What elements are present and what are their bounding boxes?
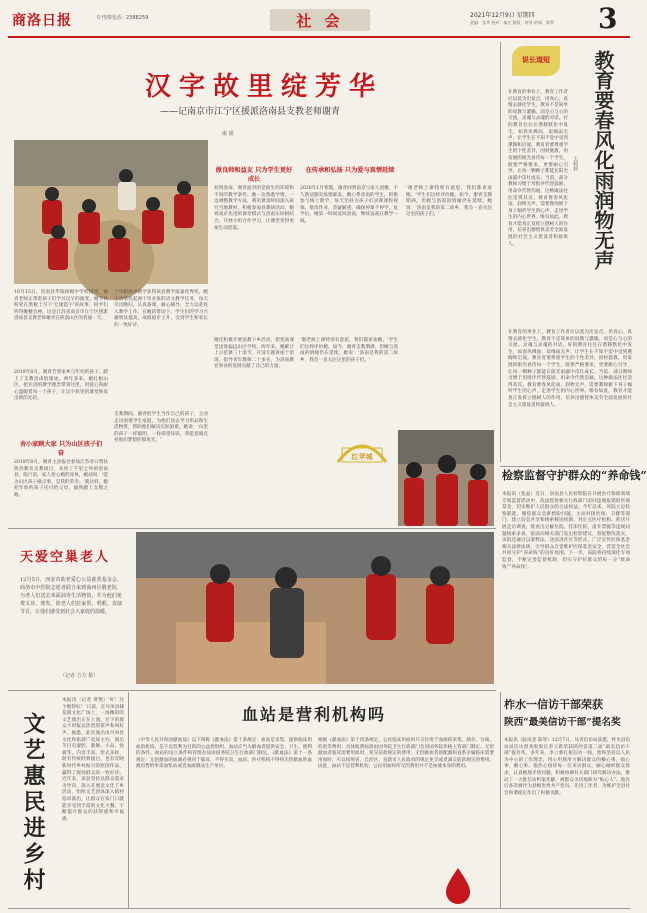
commentary-byline: 王莉莉 <box>572 156 578 171</box>
blood-logo-label: 商洛献血 <box>447 895 468 901</box>
photo-volunteers-drawing <box>136 532 494 684</box>
stamp-seal-label: 红苹城 <box>351 452 373 461</box>
masthead-editors: 责编：张华 校对：秦庄 排版：何琴 审阅：翟利 <box>470 20 554 25</box>
blood-left-rule <box>128 692 129 908</box>
commentary-title: 教育要春风化雨润物无声 <box>591 50 615 270</box>
masthead-rule <box>8 36 630 38</box>
section-title: 社 会 <box>296 12 344 30</box>
lead-col5-text: '谢老师上课特别有意思，我们都喜欢她。'学生们这样评价她。如今，谢青支教期满，但她与洛南的情缘仍在延续，她说：'洛南是我的第二故乡，我会一直关注这里的孩子们。' <box>406 186 492 218</box>
stamp-seal-drawing <box>332 430 392 470</box>
lead-col1-text: 10月15日，洛南县华阳初级中学校园里，谢青老师正带着孩子们学习汉字的演变。她手执粉笔在黑板上写下'仓颉造字'的故事，同学们听得聚精会神。这是江苏省南京市江宁区援派洛南县支教老师谢青在陕南山区的普通一天。 <box>14 290 108 322</box>
page-number: 3 <box>598 2 618 35</box>
lead-col3b-text: 她还积极开展送教下乡活动，把优质课堂送进偏远山区学校。两年来，她累计上示范课三十余节，开设专题讲座十余场，指导青年教师二十多名，为洛南教育事业的发展贡献了自己的力量。 <box>214 338 294 370</box>
elderly-title: 天爱空巢老人 <box>20 550 111 565</box>
blood-text-2: 根据《献血法》第十四条规定，公民临床用血时只交付用于血液的采集、储存、分离、检验等费用；具体收费标准由国务院卫生行政部门会同国务院价格主管部门制定。无偿献血者临床需要用血时，免交前款规定的费用；无偿献血者的配偶和直系亲属临床需要用血时，可以按照省、自治区、直辖市人民政府的规定免交或者减交前款规定的费用。因此，血站不是营利机构，公民用血时所交的费用并不是血液本身的费用。 <box>318 738 494 770</box>
subhead-3: 舍小家顾大家 只为山区孩子们奋 <box>19 441 103 457</box>
proc-title: 检察监督守护群众的“养命钱” <box>502 469 647 482</box>
petition-title-1: 柞水一信访干部荣获 <box>504 698 603 711</box>
lead-col2-text: 宁中职高中教学获得该县教学质量优秀奖，她主动承担起两个毕业班的语文教学任务，每天早出晚归，认真备课，耐心辅导，全力以赴投入教学工作。在她的带动下，学生们的学习兴趣明显提高，成绩稳步上升，受到学生和家长的一致好评。 <box>114 290 208 328</box>
lead-col1c-text: 2019年8月，谢青主动报名参加江苏对口帮扶陕西教育支教项目，来到了千里之外的洛南县。临行前，家人担心她的身体，她却说：'能为山区孩子做点事，是我的荣幸。'就这样，她把年幼的孩子托付给父母，毅然踏上支教之路。 <box>14 460 108 498</box>
lead-col3-text: 初到洛南，谢青面对的是陌生的环境和不同的教学条件。她一边熟悉学情，一边调整教学方法，利用课余时间深入研究当地教材，积极参加县教研活动。她将南京先进的课堂模式与洛南实际相结合，开展小组合作学习，让课堂变得更加生动活泼。 <box>214 186 294 231</box>
commentary-badge-label: 说长道短 <box>522 55 550 64</box>
lower-top-rule <box>8 690 496 691</box>
masthead-date: 2021年12月9日 星期四 <box>470 12 535 19</box>
photo-class-outdoor-drawing <box>14 140 208 284</box>
lead-byline: 康 娟 <box>222 131 234 137</box>
proc-text: 本报讯（张晶）近日，洛南县人民检察院在开展医疗保障领域专项监督活动中，依法督促相关行政部门追回违规报销的医保基金，切实维护人民群众的合法权益。今年以来，该院立足检察职能，聚焦群众急难愁盼问题，主动对接医保、卫健等部门，建立信息共享和线索移送机制，对定点医疗机构、药店开展走访调查，排查出分解住院、挂床住院、虚开票据等违规问题线索多条，依法向相关部门发出检察建议，督促整改落实。该院还通过以案释法、送法进社区等形式，广泛宣传医保基金相关法律法规，引导群众自觉维护医保基金安全，营造全社会共同守护“养命钱”的良好氛围。下一步，该院将持续深化专项监督，不断完善监督机制，切实守护好群众的每一分“救命钱”“养命钱”。 <box>502 492 630 570</box>
photo-teacher-students-drawing <box>398 430 494 526</box>
page-bottom-rule <box>8 908 630 909</box>
petition-text: 本报讯（阮成金 陈琴）12月7日，从省信访局获悉，柞水县信访局信访督查股股长李立新荣获陕西省第二届“最美信访干部”提名奖。多年来，李立新扎根信访一线，始终坚持以人民为中心的工作理念，用心用情用力解决群众的操心事、烦心事、揪心事。他热心接待每一位来访群众，耐心倾听群众诉求，认真梳理矛盾问题，积极协调有关部门研究解决办法，推动了一大批信访积案化解，被群众亲切地称为“贴心人”。他先后多次被评为县级优秀共产党员、先进工作者，为维护全县社会和谐稳定作出了积极贡献。 <box>504 738 630 796</box>
subhead-2: 在传承和弘扬 只为爱与真情延续 <box>305 167 395 174</box>
stamp-seal <box>332 430 392 470</box>
art-title: 文艺惠民进乡村 <box>20 712 46 894</box>
mid-top-rule <box>8 528 496 529</box>
lead-col1b-text: 2019年8月，谢青告别家乡与年幼的孩子，踏上了支教洛南的旅途。两年多来，她扎根山区，把先进的教学理念带到这里，用爱心和耐心温暖着每一个孩子，让汉字故里的课堂焕发出新的光彩。 <box>14 370 108 402</box>
elderly-byline: （记者 方方 摄） <box>60 673 99 679</box>
blood-title: 血站是营利机构吗 <box>241 705 386 724</box>
masthead <box>0 0 638 36</box>
masthead-logo: 商洛日报 <box>12 13 72 29</box>
blood-text: 《中华人民共和国献血法》以下简称《献血法》第十条规定：血站是采集、提供临床用血的机构，是不以营利为目的的公益性组织。血站应当为献血者提供安全、卫生、便利的条件。血站的设立条件和管理办法由国务院卫生行政部门制定。《献血法》第十一条规定：无偿献血的血液必须用于临床，不得买卖。血站、医疗机构不得将无偿献血的血液出售给单采血浆站或者血液制品生产单位。 <box>136 738 312 770</box>
commentary-text-cont: 在教育的事业上，教育工作者应以爱为出发点，用真心、真情去感化学生。教育不是简单的说教与灌输，而是心与心的交流、灵魂与灵魂的对话。好的教育往往在潜移默化中发生，如春风拂面，似细雨无声，让学生在不知不觉中受到熏陶和启迪。教育者要尊重学生的个性差异，因材施教，用发展的眼光看待每一个学生，既要严格要求，更要耐心引导，让每一颗种子都能在阳光雨露中茁壮成长。当前，部分教师习惯于用批评代替鼓励、用命令代替沟通，这种做法往往适得其反。教育要春风化雨、润物无声，需要教师俯下身子倾听学生的心声，走进学生的内心世界。唯有如此，教育才能真正发挥立德树人的作用，培养出德智体美劳全面发展的社会主义建设者和接班人。 <box>508 330 632 464</box>
lead-col4b-text: '谢老师上课特别有意思，我们都喜欢她。'学生们这样评价她。如今，谢青支教期满，但她与洛南的情缘仍在延续，她说：'洛南是我的第二故乡，我会一直关注这里的孩子们。' <box>300 338 398 363</box>
bottom-right-rule <box>500 692 501 908</box>
masthead-phone: 专刊部电话：2388259 <box>96 15 149 21</box>
blood-logo <box>426 864 490 904</box>
commentary-text: 在教育的事业上，教育工作者应以爱为出发点，用真心、真情去感化学生。教育不是简单的说教与灌输，而是心与心的交流、灵魂与灵魂的对话。好的教育往往在潜移默化中发生，如春风拂面，似细雨无声，让学生在不知不觉中受到熏陶和启迪。教育者要尊重学生的个性差异，因材施教，用发展的眼光看待每一个学生，既要严格要求，更要耐心引导，让每一颗种子都能在阳光雨露中茁壮成长。当前，部分教师习惯于用批评代替鼓励、用命令代替沟通，这种做法往往适得其反。教育要春风化雨、润物无声，需要教师俯下身子倾听学生的心声，走进学生的内心世界。唯有如此，教育才能真正发挥立德树人的作用，培养出德智体美劳全面发展的社会主义建设者和接班人。 <box>508 90 568 247</box>
petition-title-2: 陕西“最美信访干部”提名奖 <box>504 717 621 728</box>
elderly-text: 12月5日，西安市助老爱心公益慈善基金会、商洛市中医院志愿者联合来到商州区敬老院，为老人们送去米面油等生活物资，并为他们免费义诊、理发，陪老人们拉家常、唱歌、表演节目，让他们感受到社会大家庭的温暖。 <box>20 577 122 615</box>
photo-teacher-students <box>398 430 494 526</box>
right-column-rule <box>500 42 501 462</box>
photo-volunteers <box>136 532 494 684</box>
lead-title: 汉字故里绽芳华 <box>144 72 383 102</box>
subhead-1: 做良师和益友 只为学生更好成长 <box>215 167 293 183</box>
commentary-badge <box>512 46 560 76</box>
lead-subtitle: ——记南京市江宁区援派洛南县支教老师谢青 <box>160 107 341 117</box>
lead-col4-text: 2020年1月寒假，谢青回到南京与家人团聚，不久新冠肺炎疫情暴发。她心系洛南的学生，积极参与线上教学，每天坚持为孩子们录制课程视频、批改作业、答疑解惑，确保停课不停学。复学后，她第一时间返回洛南，继续奋战在教学一线。 <box>300 186 398 224</box>
lead-col2b-text: 支教期间，谢青把学生当作自己的孩子，主动走访困难学生家庭，为他们送去学习用品和生活物资，帮助他们解决实际困难。她说：'山里的孩子一样聪明，一样渴望知识，我愿意做点亮他们梦想的那束光。' <box>114 412 208 444</box>
photo-class-outdoor <box>14 140 208 284</box>
art-text: 本报讯（记者 黄翔）'好！这个唱得好！'日前，在丹凤县棣花镇文化广场上，一场精彩的文艺演出正在上演，台下的群众不时报以热烈的掌声和叫好声。据悉，此次演出由丹凤县文化和旅游广电局主办，演出节目有秦腔、歌舞、小品、快板等，内容丰富、形式多样，既有传统经典剧目，也有反映新时代乡村振兴的原创作品，赢得了现场群众的一致好评。近年来，该县坚持以群众需求为导向，深入开展送文化下乡活动，组织文艺团体深入镇村巡回演出，让群众在家门口就能享受到丰富的文化大餐，不断提升群众的获得感和幸福感。 <box>62 698 124 822</box>
